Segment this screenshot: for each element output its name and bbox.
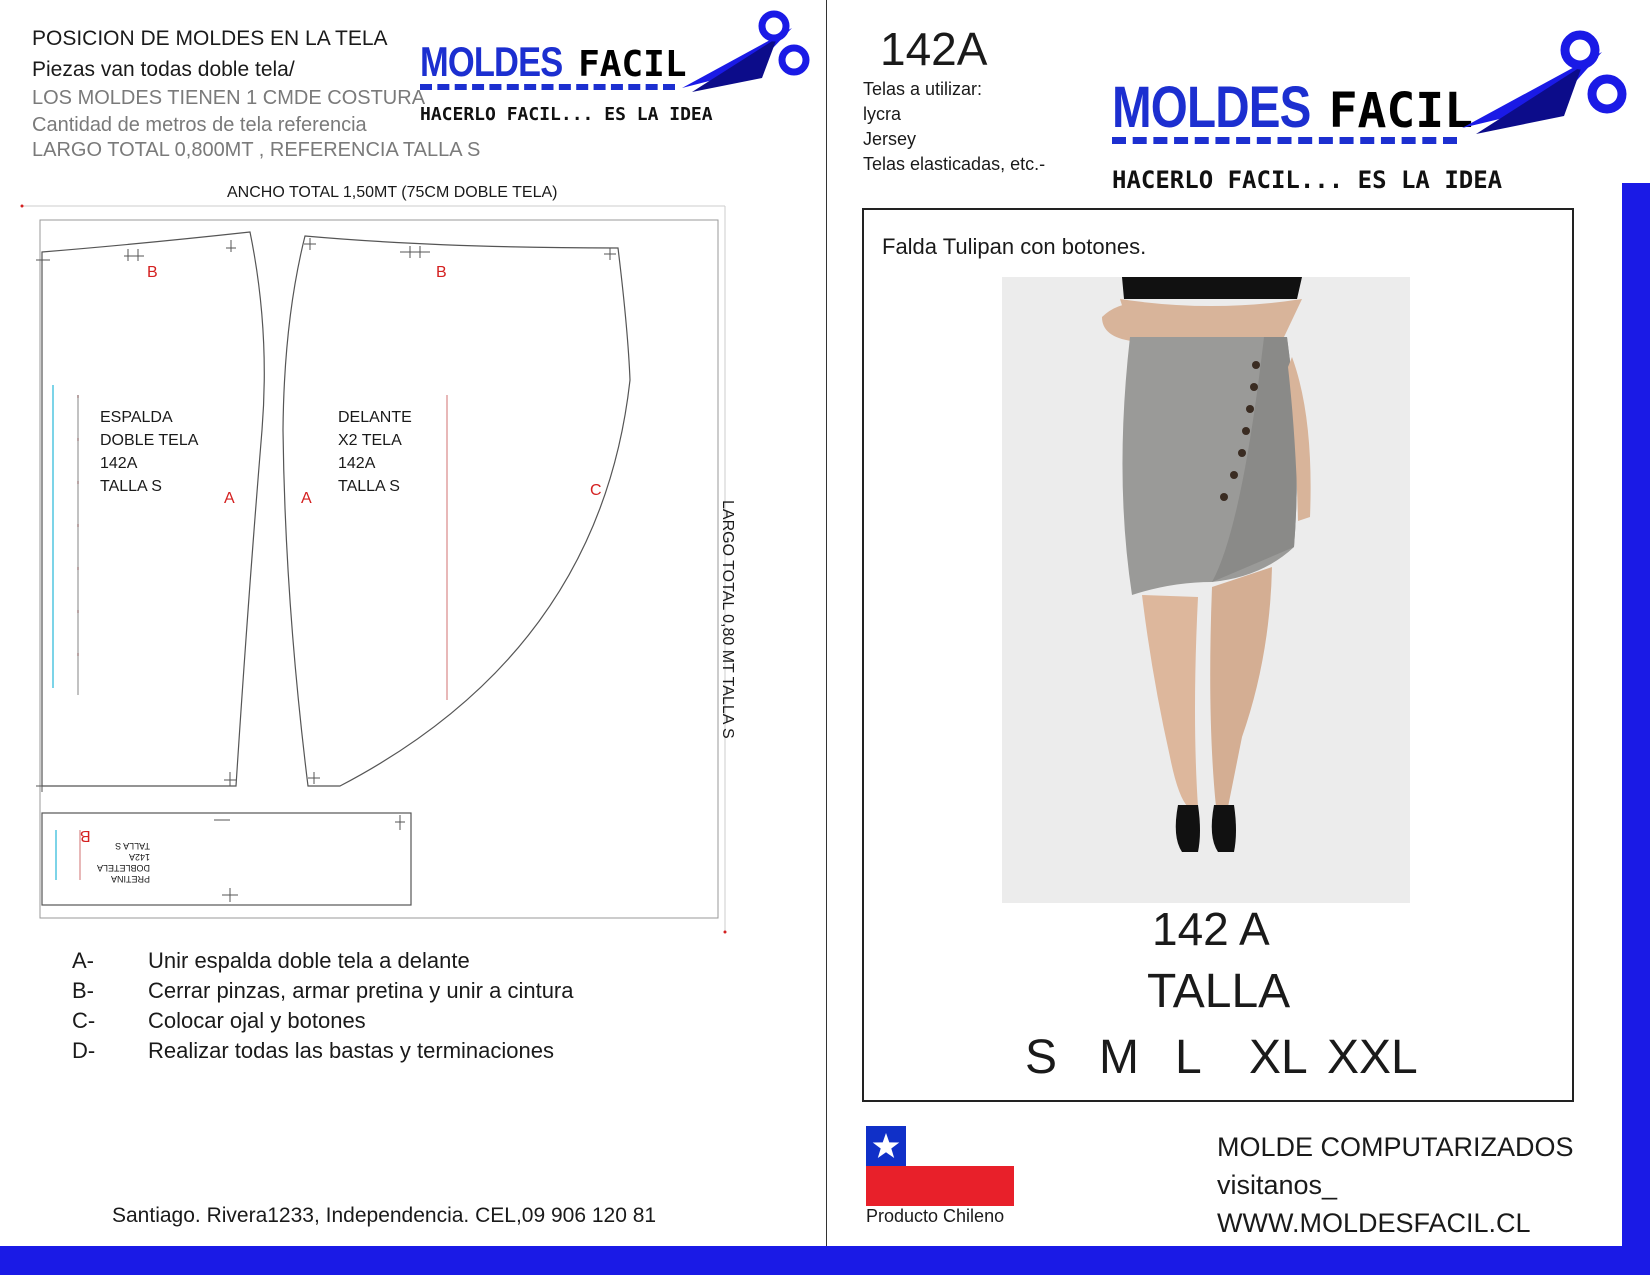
model-code: 142 A [1152, 903, 1270, 955]
layout-title: POSICION DE MOLDES EN LA TELA [32, 27, 388, 50]
brand-moldes: MOLDES [420, 38, 563, 85]
size-option: XXL [1327, 1031, 1418, 1084]
marker-c: C [590, 482, 602, 499]
marker-a: A [224, 490, 235, 507]
list-item: A- Unir espalda doble tela a delante [72, 948, 470, 973]
brand-facil: FACIL [1328, 83, 1474, 139]
marker-b: B [436, 264, 447, 281]
size-option: L [1175, 1031, 1202, 1084]
marker-b: B [147, 264, 158, 281]
back-piece-outline [42, 232, 264, 786]
bottom-blue-bar [0, 1246, 1650, 1275]
list-item: C- Colocar ojal y botones [72, 1008, 366, 1033]
pattern-code: 142A [880, 23, 988, 75]
side-blue-bar [1622, 183, 1650, 1253]
page-divider [826, 0, 827, 1250]
list-item: D- Realizar todas las bastas y terminaciones [72, 1038, 554, 1063]
size-list [1025, 1030, 1418, 1085]
header-line-3: LOS MOLDES TIENEN 1 CMDE COSTURA [32, 87, 426, 109]
size-option: S [1025, 1031, 1058, 1084]
brand-facil: FACIL [578, 44, 687, 85]
list-item: B- Cerrar pinzas, armar pretina y unir a cintura [72, 978, 574, 1003]
total-width-label: ANCHO TOTAL 1,50MT (75CM DOBLE TELA) [227, 184, 558, 201]
brand-moldes: MOLDES [1112, 75, 1311, 140]
marker-b: B [80, 827, 91, 844]
size-title: TALLA [1147, 965, 1291, 1018]
brand-tagline: HACERLO FACIL... ES LA IDEA [1112, 166, 1503, 194]
flag-caption: Producto Chileno [866, 1206, 1005, 1226]
header-line-4: Cantidad de metros de tela referencia [32, 114, 367, 136]
address-line: Santiago. Rivera1233, Independencia. CEL,09 906 120 81 [112, 1204, 657, 1227]
chile-flag [866, 1126, 1014, 1206]
size-option: M [1099, 1031, 1139, 1084]
header-line-5: LARGO TOTAL 0,800MT , REFERENCIA TALLA S [32, 139, 481, 161]
header-line-2: Piezas van todas doble tela/ [32, 58, 295, 81]
product-description: Falda Tulipan con botones. [882, 234, 1147, 259]
website-cta: MOLDE COMPUTARIZADOS visitanos_ WWW.MOLDESFACIL.CL [1217, 1128, 1574, 1242]
brand-logo-right [1112, 74, 1632, 194]
back-piece-label: ESPALDA DOBLE TELA 142A TALLA S [100, 409, 199, 495]
brand-tagline: HACERLO FACIL... ES LA IDEA [420, 104, 713, 125]
star-icon [872, 1132, 900, 1160]
website-link[interactable]: WWW.MOLDESFACIL.CL [1217, 1208, 1531, 1238]
marker-a: A [301, 490, 312, 507]
size-option: XL [1249, 1031, 1308, 1084]
product-photo-skirt [1002, 277, 1410, 903]
scissors-icon [1462, 28, 1632, 138]
fabric-list: Telas a utilizar: lycra Jersey Telas elasticadas, etc.- [863, 79, 1046, 174]
front-piece-label: DELANTE X2 TELA 142A TALLA S [338, 409, 412, 495]
assembly-steps [72, 946, 574, 1066]
front-piece-outline [283, 236, 630, 786]
